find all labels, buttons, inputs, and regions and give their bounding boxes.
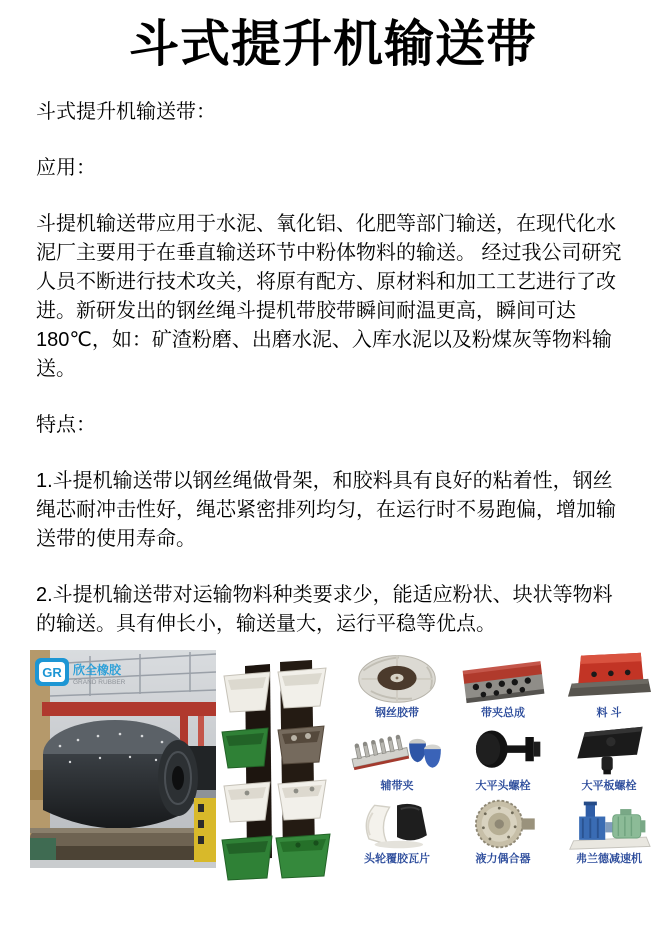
parts-grid xyxy=(346,650,660,869)
brand-name-cn: 欣全橡胶 xyxy=(73,663,122,677)
application-paragraph: 斗提机输送带应用于水泥、氧化铝、化肥等部门输送，在现代化水泥厂主要用于在垂直输送环节中粉体物料的输送。 经过我公司研究人员不断进行技术攻关，将原有配方、原材料和加工工艺进行了改进。新研发出的钢丝绳斗提机带胶带瞬间耐温更高，瞬间可达180℃，如：矿渣粉磨、出磨水泥、入库水泥以及粉煤灰等物料输送。 xyxy=(36,213,622,380)
part-label-lagging-tiles: 头轮覆胶瓦片 xyxy=(364,853,430,865)
flat-plate-bolt-image xyxy=(561,723,657,779)
blue-cups xyxy=(409,739,441,768)
part-cell-flender-reducer xyxy=(558,796,660,869)
brand-logo-text: GR xyxy=(42,665,62,680)
fluid-coupling-image xyxy=(455,796,551,852)
article-intro-label: 斗式提升机输送带： xyxy=(36,101,216,123)
brand-name-en: GRAND RUBBER xyxy=(73,679,126,686)
part-cell-steel-wire-belt xyxy=(346,650,448,723)
part-label-steel-wire-belt: 钢丝胶带 xyxy=(375,707,419,719)
part-label-aux-belt-clamp: 辅带夹 xyxy=(380,780,414,792)
lagging-tiles-image xyxy=(349,796,445,852)
belt-roll-factory-photo xyxy=(30,650,216,868)
part-cell-aux-belt-clamp xyxy=(346,723,448,796)
part-label-flat-head-bolt: 大平头螺栓 xyxy=(475,780,531,792)
feature-item-2: 2.斗提机输送带对运输物料种类要求少，能适应粉状、块状等物料的输送。具有伸长小，输送量大，运行平稳等优点。 xyxy=(36,584,613,635)
feature-item-1: 1.斗提机输送带以钢丝绳做骨架，和胶料具有良好的粘着性，钢丝绳芯耐冲击性好，绳芯紧密排列均匀，在运行时不易跑偏，增加输送带的使用寿命。 xyxy=(36,470,616,550)
part-label-clamp-assembly: 带夹总成 xyxy=(481,707,525,719)
product-gallery xyxy=(30,650,660,895)
part-cell-hopper xyxy=(558,650,660,723)
part-label-flender-reducer: 弗兰德减速机 xyxy=(576,853,642,865)
flat-head-bolt-image xyxy=(455,723,551,779)
part-cell-flat-plate-bolt xyxy=(558,723,660,796)
page-title: 斗式提升机输送带 xyxy=(129,16,537,72)
crane-beam xyxy=(42,702,216,716)
application-heading: 应用： xyxy=(36,157,96,179)
hopper-image xyxy=(561,650,657,706)
flender-reducer-image xyxy=(561,796,657,852)
belt-roll xyxy=(43,720,198,829)
aux-belt-clamp-image xyxy=(349,723,445,779)
part-cell-fluid-coupling xyxy=(452,796,554,869)
part-cell-clamp-assembly xyxy=(452,650,554,723)
part-cell-lagging-tiles xyxy=(346,796,448,869)
yellow-machine xyxy=(194,798,216,862)
article-body xyxy=(36,98,630,639)
part-label-fluid-coupling: 液力偶合器 xyxy=(475,853,531,865)
clamp-assembly-image xyxy=(455,650,551,706)
features-heading: 特点： xyxy=(36,414,96,436)
steel-wire-belt-image xyxy=(349,650,445,706)
brand-logo xyxy=(35,658,126,686)
part-label-hopper: 料 斗 xyxy=(596,707,622,719)
part-cell-flat-head-bolt xyxy=(452,723,554,796)
bucket-display-photo xyxy=(220,650,338,888)
part-label-flat-plate-bolt: 大平板螺栓 xyxy=(581,780,637,792)
